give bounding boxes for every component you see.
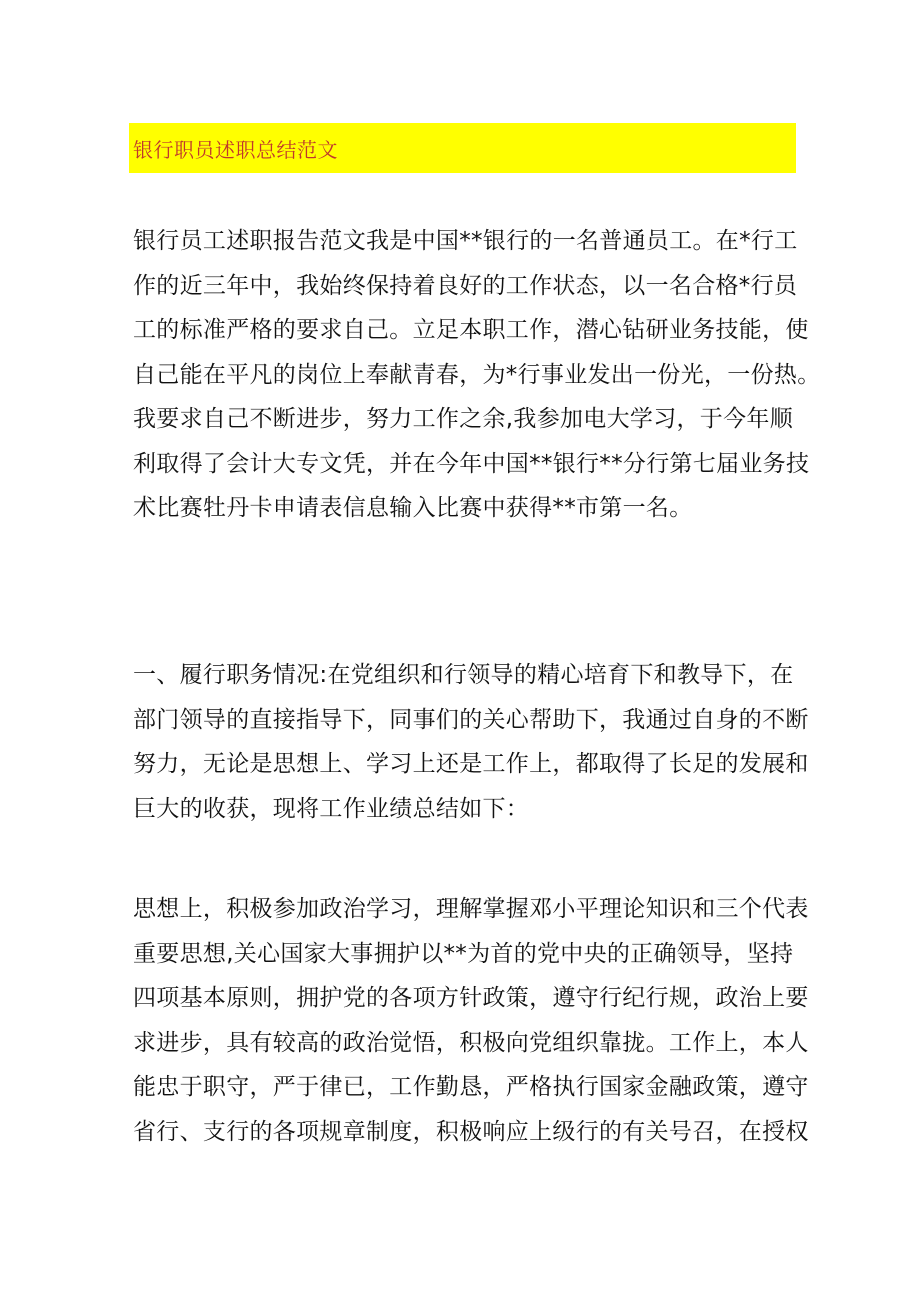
paragraph-line: 我要求自己不断进步，努力工作之余,我参加电大学习，于今年顺 [133,406,794,432]
paragraph-line: 自己能在平凡的岗位上奉献青春，为*行事业发出一份光，一份热。 [133,361,821,388]
paragraph-line: 努力，无论是思想上、学习上还是工作上，都取得了长足的发展和 [133,751,809,777]
paragraph-duties [133,653,809,831]
paragraph-line: 求进步，具有较高的政治觉悟，积极向党组织靠拢。工作上，本人 [133,1029,809,1056]
paragraph-line: 巨大的收获，现将工作业绩总结如下： [133,795,530,822]
paragraph-line: 术比赛牡丹卡申请表信息输入比赛中获得**市第一名。 [133,495,693,521]
title-highlight-bar [129,123,796,173]
paragraph-line: 作的近三年中，我始终保持着良好的工作状态，以一名合格*行员 [133,272,798,299]
paragraph-line: 利取得了会计大专文凭，并在今年中国**银行**分行第七届业务技 [133,450,810,477]
paragraph-thought [133,887,809,1154]
paragraph-line: 省行、支行的各项规章制度，积极响应上级行的有关号召，在授权 [133,1118,809,1145]
paragraph-line: 工的标准严格的要求自己。立足本职工作，潜心钻研业务技能，使 [133,317,809,343]
paragraph-intro [133,219,821,531]
paragraph-line: 思想上，积极参加政治学习，理解掌握邓小平理论知识和三个代表 [133,896,809,922]
paragraph-line: 能忠于职守，严于律已，工作勤恳，严格执行国家金融政策，遵守 [133,1074,809,1100]
document-title: 银行职员述职总结范文 [133,137,338,162]
paragraph-line: 一、履行职务情况:在党组织和行领导的精心培育下和教导下，在 [133,662,794,688]
paragraph-line: 重要思想,关心国家大事拥护以**为首的党中央的正确领导，坚持 [133,940,794,967]
paragraph-line: 部门领导的直接指导下，同事们的关心帮助下，我通过自身的不断 [133,706,809,733]
paragraph-line: 四项基本原则，拥护党的各项方针政策，遵守行纪行规，政治上要 [133,985,809,1011]
paragraph-line: 银行员工述职报告范文我是中国**银行的一名普通员工。在*行工 [133,228,798,254]
